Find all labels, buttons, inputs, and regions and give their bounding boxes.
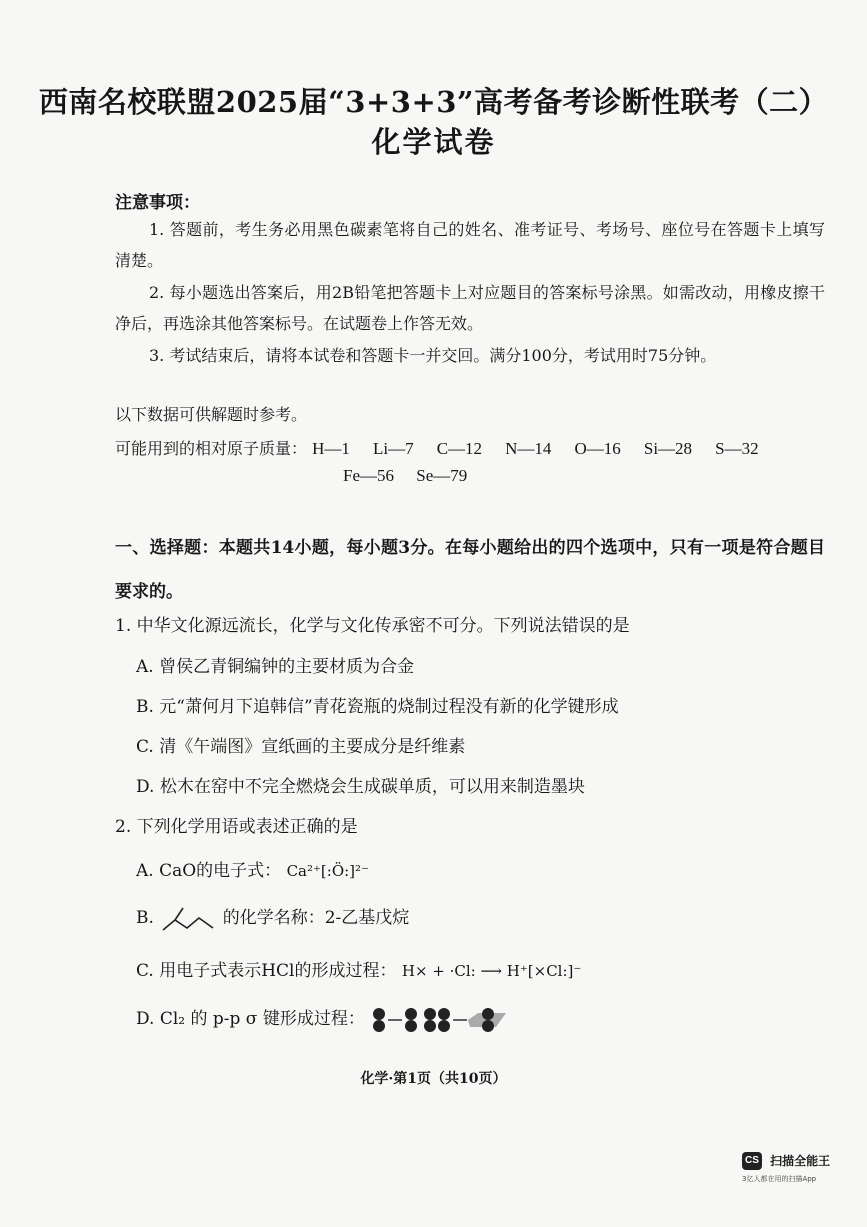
atomic-mass-item: N—14 xyxy=(505,439,552,458)
question-2-option-d xyxy=(136,1004,520,1034)
skeletal-structure-icon xyxy=(159,904,217,934)
page-footer: 化学·第1页（共10页） xyxy=(360,1071,507,1087)
exam-subtitle: 化学试卷 xyxy=(371,125,496,159)
camscanner-logo-icon: CS xyxy=(742,1152,762,1170)
note-item-3: 3. 考试结束后，请将本试卷和答题卡一并交回。满分100分，考试用时75分钟。 xyxy=(149,346,717,365)
question-2-option-c xyxy=(136,956,581,981)
atomic-mass-line xyxy=(115,436,777,459)
reference-intro: 以下数据可供解题时参考。 xyxy=(115,405,308,424)
question-1-option-a: A. 曾侯乙青铜编钟的主要材质为合金 xyxy=(136,657,415,677)
question-1-stem: 1. 中华文化源远流长，化学与文化传承密不可分。下列说法错误的是 xyxy=(115,616,630,636)
atomic-mass-item: Fe—56 xyxy=(343,466,394,485)
watermark-name: 扫描全能王 xyxy=(770,1154,831,1168)
atomic-mass-list xyxy=(312,439,777,458)
option-a-text: A. CaO的电子式： xyxy=(136,861,282,881)
atomic-mass-item: O—16 xyxy=(574,439,621,458)
question-1-option-c: C. 清《午端图》宣纸画的主要成分是纤维素 xyxy=(136,737,466,757)
question-2-option-a xyxy=(136,856,369,881)
question-1-option-d: D. 松木在窑中不完全燃烧会生成碳单质，可以用来制造墨块 xyxy=(136,777,585,797)
cao-electron-formula: Ca²⁺[:Ö:]²⁻ xyxy=(286,862,369,880)
section-heading: 一、选择题：本题共14小题，每小题3分。在每小题给出的四个选项中，只有一项是符合题目要求的。 xyxy=(115,538,825,602)
atomic-mass-item: Se—79 xyxy=(416,466,468,485)
question-1-option-b: B. 元“萧何月下追韩信”青花瓷瓶的烧制过程没有新的化学键形成 xyxy=(136,697,619,717)
atomic-mass-item: Li—7 xyxy=(372,439,414,458)
atomic-mass-label: 可能用到的相对原子质量： xyxy=(115,439,308,458)
watermark-subtitle: 3亿人都在用的扫描App xyxy=(742,1174,817,1183)
option-b-text: 的化学名称：2-乙基戊烷 xyxy=(222,908,410,928)
question-2-option-b xyxy=(136,903,409,934)
atomic-mass-item: Si—28 xyxy=(643,439,693,458)
note-item-1: 1. 答题前，考生务必用黑色碳素笔将自己的姓名、准考证号、考场号、座位号在答题卡上填写清楚。 xyxy=(115,220,825,270)
atomic-mass-item: H—1 xyxy=(312,439,350,458)
exam-title: 西南名校联盟2025届“3+3+3”高考备考诊断性联考（二） xyxy=(38,85,829,119)
question-2-stem: 2. 下列化学用语或表述正确的是 xyxy=(115,817,358,837)
notes-heading: 注意事项： xyxy=(115,193,200,213)
option-c-text: C. 用电子式表示HCl的形成过程： xyxy=(136,961,397,981)
atomic-mass-list-row2 xyxy=(343,466,485,486)
note-item-2: 2. 每小题选出答案后，用2B铅笔把答题卡上对应题目的答案标号涂黑。如需改动，用橡皮擦干净后，再选涂其他答案标号。在试题卷上作答无效。 xyxy=(115,283,825,333)
orbital-overlap-icon xyxy=(370,1006,520,1034)
option-d-text: D. Cl₂ 的 p-p σ 键形成过程： xyxy=(136,1009,365,1029)
option-b-label: B. xyxy=(136,908,154,928)
atomic-mass-item: S—32 xyxy=(715,439,759,458)
scanner-watermark xyxy=(742,1150,857,1184)
hcl-formation-formula: H× + ·Cl: ⟶ H⁺[×Cl:]⁻ xyxy=(401,962,582,980)
atomic-mass-item: C—12 xyxy=(436,439,483,458)
